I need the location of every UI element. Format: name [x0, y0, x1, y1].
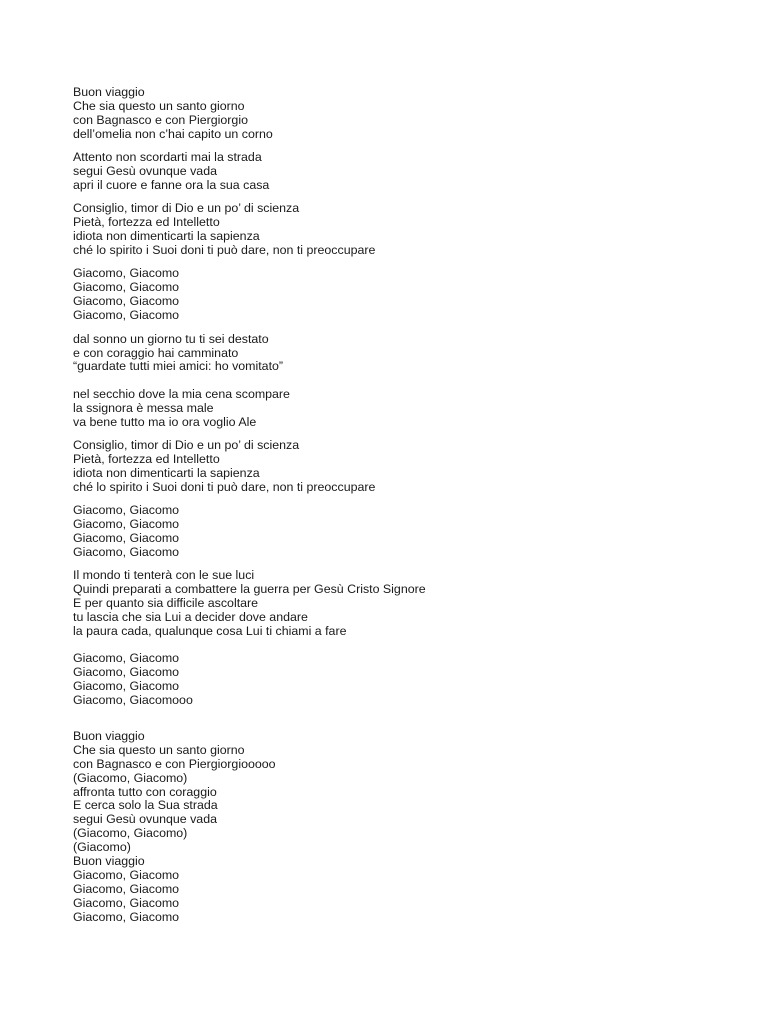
lyric-line: (Giacomo, Giacomo) [73, 826, 188, 841]
lyric-stanza [73, 267, 753, 323]
lyric-line: Buon viaggio [73, 85, 145, 99]
lyric-line: Giacomo, Giacomo [73, 679, 180, 694]
lyric-stanza [73, 504, 753, 560]
lyric-line: Giacomo, Giacomo [73, 530, 180, 545]
lyric-line: Giacomo, Giacomo [73, 517, 180, 532]
lyric-line: con Bagnasco e con Piergiorgio [73, 112, 248, 127]
lyric-line: Giacomo, Giacomo [73, 294, 180, 309]
lyric-line: (Giacomo, Giacomo) [73, 770, 188, 785]
lyric-line: Giacomo, Giacomo [73, 651, 180, 666]
lyric-line: con Bagnasco e con Piergiorgiooooo [73, 756, 276, 771]
lyric-stanza [73, 652, 753, 708]
lyric-line: Giacomo, Giacomooo [73, 693, 193, 708]
lyric-stanza [73, 439, 753, 495]
lyric-line: Consiglio, timor di Dio e un po’ di scienza [73, 438, 300, 453]
lyric-line: ché lo spirito i Suoi doni ti può dare, non ti preoccupare [73, 479, 376, 494]
lyric-line: Pietà, fortezza ed Intelletto [73, 215, 220, 230]
lyric-stanza [73, 202, 753, 258]
lyric-line: Giacomo, Giacomo [73, 266, 180, 281]
lyric-line: Giacomo, Giacomo [73, 544, 180, 559]
lyric-line: dell’omelia non c’hai capito un corno [73, 126, 273, 141]
lyric-line: la ssignora è messa male [73, 400, 214, 415]
lyric-line: Il mondo ti tenterà con le sue luci [73, 568, 255, 583]
lyric-line: segui Gesù ovunque vada [73, 812, 217, 827]
lyric-stanza [73, 388, 753, 430]
lyric-stanza [73, 151, 753, 193]
lyric-line: Pietà, fortezza ed Intelletto [73, 451, 220, 466]
lyric-line: Giacomo, Giacomo [73, 280, 180, 295]
lyric-line: “guardate tutti miei amici: ho vomitato” [73, 359, 284, 374]
document-page [73, 86, 753, 925]
lyric-line: apri il cuore e fanne ora la sua casa [73, 177, 270, 192]
lyric-line: nel secchio dove la mia cena scompare [73, 386, 290, 401]
lyric-line: affronta tutto con coraggio [73, 784, 217, 799]
lyric-stanza [73, 86, 753, 142]
lyric-line: e con coraggio hai camminato [73, 345, 239, 360]
lyric-line: tu lascia che sia Lui a decider dove andare [73, 610, 308, 624]
lyric-line: va bene tutto ma io ora voglio Ale [73, 414, 257, 429]
lyric-line: Giacomo, Giacomo [73, 881, 180, 896]
stanza-spacer [73, 639, 753, 653]
lyric-line: Giacomo, Giacomo [73, 665, 180, 680]
lyric-line: Consiglio, timor di Dio e un po’ di scienza [73, 201, 300, 216]
lyric-line: dal sonno un giorno tu ti sei destato [73, 331, 269, 346]
lyric-line: ché lo spirito i Suoi doni ti può dare, non ti preoccupare [73, 243, 376, 258]
lyric-stanza [73, 333, 753, 375]
lyric-line: Giacomo, Giacomo [73, 895, 180, 910]
lyric-line: Buon viaggio [73, 854, 145, 869]
lyric-line: Che sia questo un santo giorno [73, 742, 245, 757]
lyric-line: Attento non scordarti mai la strada [73, 150, 262, 165]
lyric-line: E per quanto sia difficile ascoltare [73, 596, 259, 611]
stanza-spacer [73, 374, 753, 388]
stanza-spacer [73, 708, 753, 730]
lyric-stanza [73, 569, 753, 639]
lyric-line: Che sia questo un santo giorno [73, 98, 245, 113]
lyric-line: idiota non dimenticarti la sapienza [73, 229, 260, 244]
lyric-line: Giacomo, Giacomo [73, 868, 180, 882]
lyric-line: Giacomo, Giacomo [73, 909, 180, 924]
lyric-line: Giacomo, Giacomo [73, 308, 180, 323]
lyric-line: idiota non dimenticarti la sapienza [73, 465, 260, 480]
lyric-line: (Giacomo) [73, 840, 131, 855]
lyric-line: la paura cada, qualunque cosa Lui ti chiami a fare [73, 623, 347, 638]
lyric-line: Giacomo, Giacomo [73, 503, 180, 518]
lyric-line: Quindi preparati a combattere la guerra per Gesù Cristo Signore [73, 582, 426, 597]
lyric-line: segui Gesù ovunque vada [73, 164, 217, 179]
lyric-line: E cerca solo la Sua strada [73, 798, 218, 813]
lyric-stanza [73, 730, 753, 925]
lyric-line: Buon viaggio [73, 728, 145, 743]
